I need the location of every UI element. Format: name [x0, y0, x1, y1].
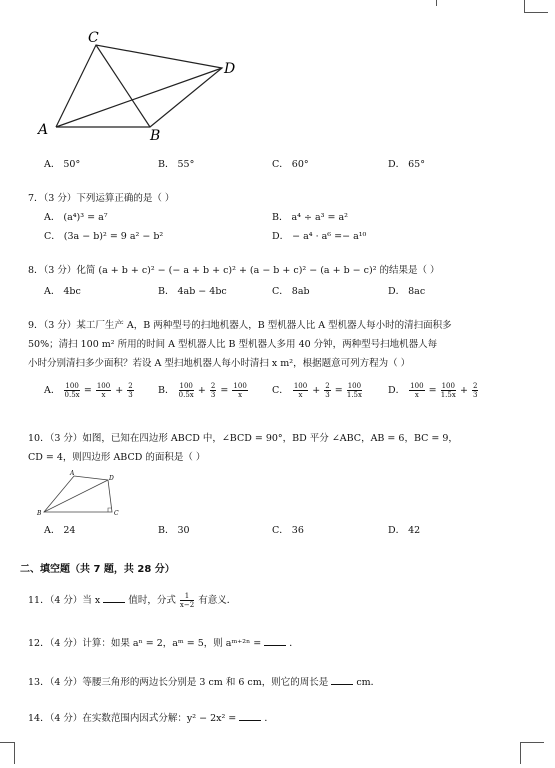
q14-answer-blank[interactable] [239, 711, 261, 721]
q14-post: ． [264, 713, 274, 724]
fig2-label-c: C [114, 510, 119, 517]
q13 [28, 675, 528, 690]
q6-option-d[interactable]: D． 65° [388, 159, 425, 170]
q9c-eq: = [334, 385, 343, 396]
q9a-eq: = [83, 385, 92, 396]
q12-answer-blank[interactable] [264, 636, 286, 646]
q6-option-b[interactable]: B． 55° [158, 159, 195, 170]
q9-option-b[interactable] [158, 382, 249, 399]
q11-post: 有意义． [198, 595, 237, 606]
q9a-frac2: $\frac{100}{x}$ [96, 382, 111, 399]
q7-option-b[interactable]: B． a⁴ ÷ a³ = a² [272, 212, 348, 223]
q9c-frac2: $\frac{2}{3}$ [325, 382, 330, 399]
q10-option-a[interactable]: A． 24 [44, 525, 76, 536]
q9b-frac3: $\frac{100}{x}$ [233, 382, 247, 399]
q12-pre: 12．（4 分）计算：如果 aⁿ = 2，aᵐ = 5，则 aᵐ⁺²ⁿ = [28, 638, 265, 649]
q8-option-c[interactable]: C． 8ab [272, 286, 310, 297]
q9a-label: A． [44, 385, 61, 396]
q9b-frac1: $\frac{100}{0.5x}$ [178, 382, 194, 399]
q9-option-a[interactable] [44, 382, 135, 399]
q6-option-a[interactable]: A． 50° [44, 159, 81, 170]
fig2-label-d: D [109, 475, 114, 482]
q11 [28, 592, 528, 609]
q8-stem: 8．（3 分）化简 (a + b + c)² − (− a + b + c)² + (a − b + c)² − (a + b − c)² 的结果是（ ） [28, 265, 440, 276]
q11-fraction: $\frac{1}{x-2}$ [179, 592, 195, 609]
q9b-eq: = [220, 385, 229, 396]
quadrilateral-figure [32, 26, 242, 146]
fig2-label-a: A [70, 470, 75, 477]
q9c-label: C． [272, 385, 289, 396]
q7-option-c[interactable]: C． (3a − b)² = 9 a² − b² [44, 231, 164, 242]
crop-mark-bottom-left-h [0, 742, 14, 743]
crop-mark-bottom-left [14, 742, 15, 764]
q9c-frac1: $\frac{100}{x}$ [293, 382, 308, 399]
q13-post: cm． [356, 677, 381, 688]
figure-label-c: C [88, 30, 99, 46]
q9-option-d[interactable] [388, 382, 479, 399]
crop-mark-bottom-right [520, 742, 521, 764]
q9c-plus: + [312, 385, 321, 396]
q13-pre: 13．（4 分）等腰三角形的两边长分别是 3 cm 和 6 cm，则它的周长是 [28, 677, 329, 688]
q6-option-c[interactable]: C． 60° [272, 159, 309, 170]
q9d-label: D． [388, 385, 406, 396]
q14-pre: 14．（4 分）在实数范围内因式分解：y² − 2x² = [28, 713, 240, 724]
crop-mark-top-right-h [524, 12, 548, 13]
crop-mark-top-right [524, 0, 525, 12]
crop-mark-top-left [436, 0, 437, 6]
q10-stem-line2: CD = 4，则四边形 ABCD 的面积是（ ） [28, 452, 206, 463]
q9d-frac1: $\frac{100}{x}$ [410, 382, 424, 399]
figure-label-d: D [224, 61, 236, 77]
q10-option-d[interactable]: D． 42 [388, 525, 421, 536]
q9a-frac3: $\frac{2}{3}$ [128, 382, 133, 399]
q7-stem: 7．（3 分）下列运算正确的是（ ） [28, 193, 175, 204]
q9b-label: B． [158, 385, 175, 396]
q9b-plus: + [197, 385, 206, 396]
q9-stem-line1: 9．（3 分）某工厂生产 A，B 两种型号的扫地机器人，B 型机器人比 A 型机器人每小时的清扫面积多 [28, 320, 452, 331]
q11-answer-blank[interactable] [103, 593, 125, 603]
q11-mid: 值时，分式 [128, 595, 176, 606]
q9d-frac2: $\frac{100}{1.5x}$ [440, 382, 456, 399]
q9d-eq: = [428, 385, 437, 396]
q10-stem-line1: 10．（3 分）如图，已知在四边形 ABCD 中，∠BCD = 90°，BD 平分 ∠ABC，AB = 6，BC = 9， [28, 433, 458, 444]
q10-option-b[interactable]: B． 30 [158, 525, 190, 536]
q8-option-d[interactable]: D． 8ac [388, 286, 426, 297]
q9-stem-line2: 50%；清扫 100 m² 所用的时间 A 型机器人比 B 型机器人多用 40 分钟，两种型号扫地机器人每 [28, 339, 438, 350]
figure-label-b: B [150, 128, 161, 144]
quadrilateral-abcd-figure [36, 470, 126, 518]
q9d-plus: + [459, 385, 468, 396]
q7-option-a[interactable]: A． (a⁴)³ = a⁷ [44, 212, 108, 223]
figure-label-a: A [38, 122, 49, 138]
q8-option-b[interactable]: B． 4ab − 4bc [158, 286, 227, 297]
q9b-frac2: $\frac{2}{3}$ [210, 382, 216, 399]
q9-stem-line3: 小时分别清扫多少面积？若设 A 型扫地机器人每小时清扫 x m²，根据题意可列方程为（ ） [28, 358, 411, 369]
crop-mark-bottom-right-h [520, 742, 544, 743]
section-heading: 二、填空题（共 7 题，共 28 分） [20, 564, 175, 575]
q12-post: ． [289, 638, 299, 649]
q13-answer-blank[interactable] [331, 675, 353, 685]
q10-option-c[interactable]: C． 36 [272, 525, 304, 536]
q9-option-c[interactable] [272, 382, 363, 399]
q9d-frac3: $\frac{2}{3}$ [472, 382, 478, 399]
q7-option-d[interactable]: D． − a⁴ · a⁶ =− a¹⁰ [272, 231, 367, 242]
q14 [28, 711, 528, 726]
q9a-frac1: $\frac{100}{0.5x}$ [64, 382, 80, 399]
fig2-label-b: B [37, 510, 42, 517]
q9c-frac3: $\frac{100}{1.5x}$ [346, 382, 362, 399]
q9a-plus: + [115, 385, 124, 396]
q8-option-a[interactable]: A． 4bc [44, 286, 81, 297]
q11-pre: 11．（4 分）当 x [28, 595, 101, 606]
q12 [28, 636, 528, 651]
